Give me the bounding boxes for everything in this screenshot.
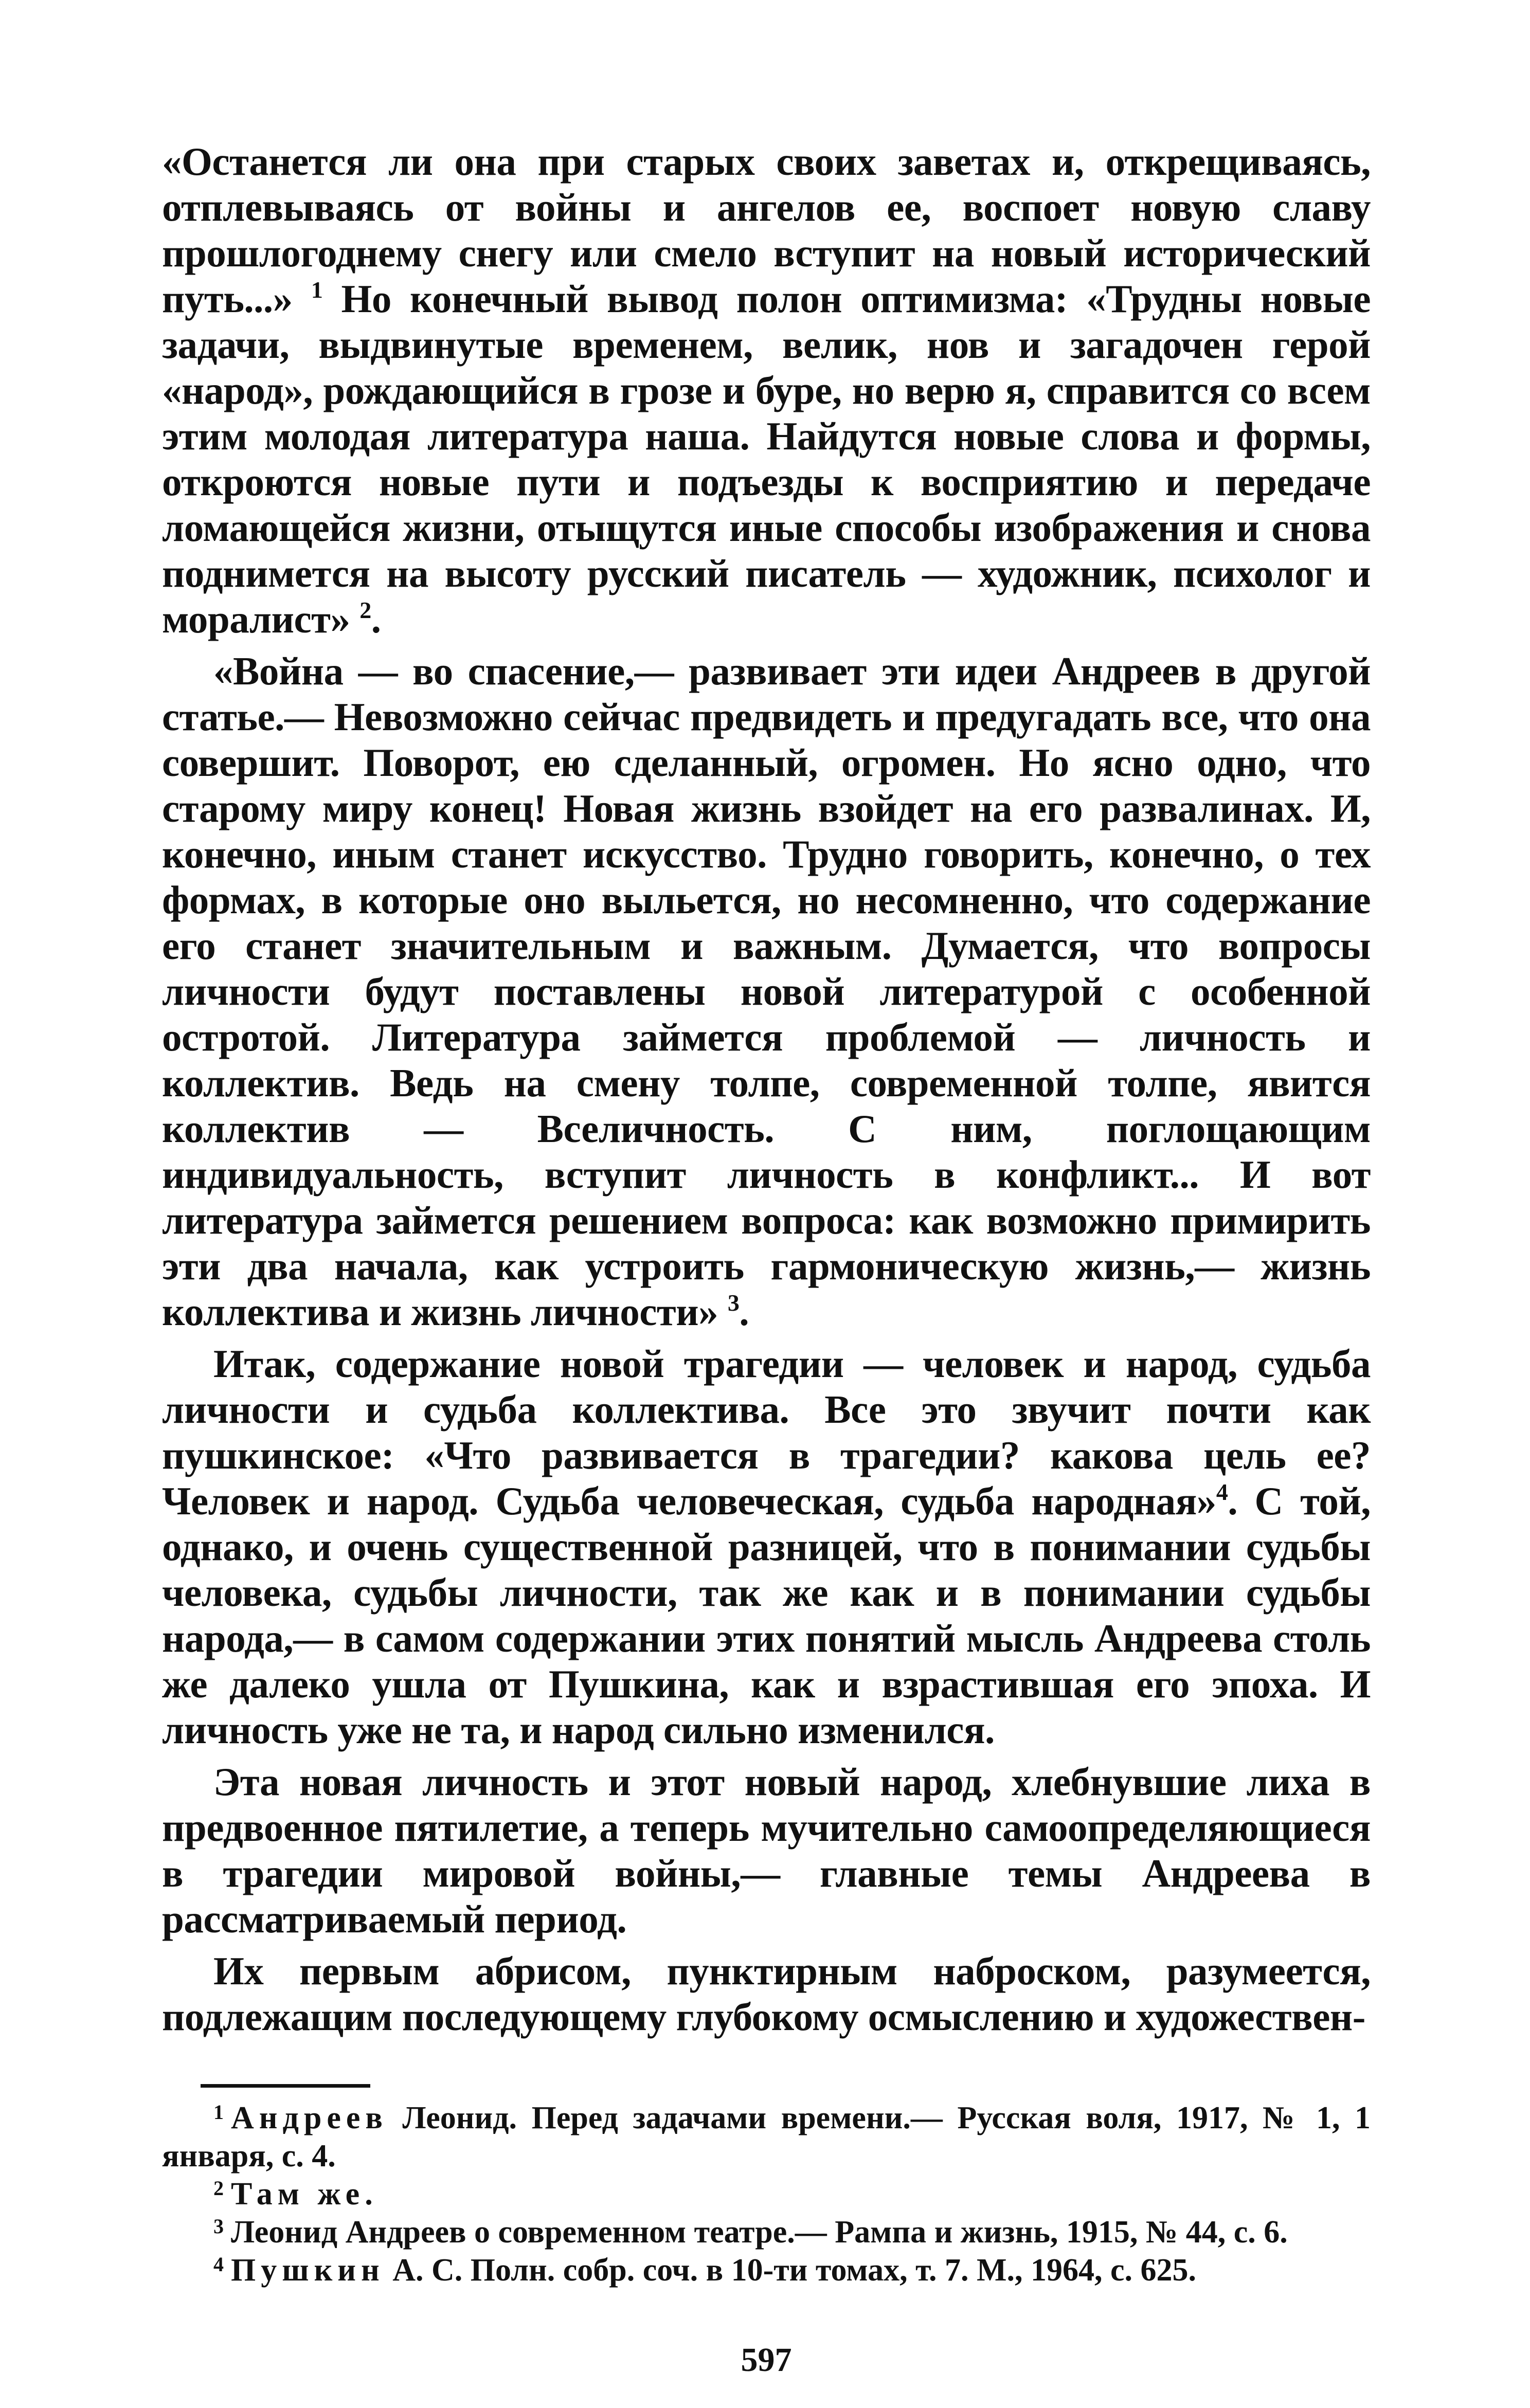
paragraph-4-text: Эта новая личность и этот новый народ, хлебнувшие лиха в предвоенное пятилетие, а теперь мучительно самоопределяющиеся в трагедии мировой войны,— главные темы Андреева в рассматриваемый период. bbox=[162, 1760, 1371, 1941]
footnote-1-number: 1 bbox=[213, 2101, 224, 2124]
paragraph-1b-text: Но конечный вывод полон оптимизма: «Трудны новые задачи, выдвинутые временем, велик, нов и загадочен герой «народ», рождающийся в грозе и буре, но верю я, справится со всем этим молодая литература наша. Найдутся новые слова и формы, откроются новые пути и подъезды к восприятию и передаче ломающейся жизни, отыщутся иные способы изображения и снова поднимется на высоту русский писатель — художник, психолог и моралист» bbox=[162, 277, 1371, 641]
paragraph-3-text: Итак, содержание новой трагедии — человек и народ, судьба личности и судьба коллектива. Все это звучит почти как пушкинское: «Что развивается в трагедии? какова цель ее? Человек и народ. Судьба человеческая, судьба народная» bbox=[162, 1342, 1371, 1523]
page-number: 597 bbox=[741, 2341, 792, 2379]
footnote-1-author: Андреев bbox=[231, 2101, 388, 2135]
footnote-3-text: Леонид Андреев о современном театре.— Рампа и жизнь, 1915, № 44, с. 6. bbox=[231, 2215, 1288, 2250]
footnote-2 bbox=[162, 2175, 1371, 2213]
footnote-ref-4[interactable]: 4 bbox=[1216, 1479, 1228, 1505]
footnote-ref-2[interactable]: 2 bbox=[359, 597, 371, 623]
footnote-1-text: Леонид. Перед задачами времени.— Русская воля, 1917, № 1, 1 января, с. 4. bbox=[162, 2101, 1371, 2174]
paragraph-5-text: Их первым абрисом, пунктирным наброском, разумеется, подлежащим последующему глубокому осмыслению и художествен- bbox=[162, 1949, 1371, 2039]
paragraph-3: Итак, содержание новой трагедии — человек и народ, судьба личности и судьба коллектива. Все это звучит почти как пушкинское: «Что развивается в трагедии? какова цель ее? Человек и народ. Судьба человеческая, судьба народная»$^4$. С той, однако, и очень существенной разницей, что в понимании судьбы человека, судьбы личности, так же как и в понимании судьбы народа,— в самом содержании этих понятий мысль Андреева столь же далеко ушла от Пушкина, как и взрастившая его эпоха. И личность уже не та, и народ сильно изменился. bbox=[162, 1342, 1371, 1752]
footnote-4-number: 4 bbox=[213, 2253, 224, 2276]
footnote-divider bbox=[201, 2084, 370, 2088]
paragraph-5 bbox=[162, 1948, 1371, 2040]
footnote-2-author: Там же. bbox=[231, 2177, 378, 2212]
footnote-2-number: 2 bbox=[213, 2177, 224, 2200]
footnote-ref-3[interactable]: 3 bbox=[727, 1290, 740, 1316]
footnote-1 bbox=[162, 2099, 1371, 2175]
book-page bbox=[162, 139, 1371, 2380]
footnote-3-number: 3 bbox=[213, 2215, 224, 2238]
footnote-4-author: Пушкин bbox=[231, 2253, 385, 2288]
paragraph-2: «Война — во спасение,— развивает эти идеи Андреев в другой статье.— Невозможно сейчас предвидеть и предугадать все, что она совершит. Поворот, ею сделанный, огромен. Но ясно одно, что старому миру конец! Новая жизнь взойдет на его развалинах. И, конечно, иным станет искусство. Трудно говорить, конечно, о тех формах, в которые оно выльется, но несомненно, что содержание его станет значительным и важным. Думается, что вопросы личности будут поставлены новой литературой с особенной остротой. Литература займется проблемой — личность и коллектив. Ведь на смену толпе, современной толпе, явится коллектив — Вселичность. С ним, поглощающим индивидуальность, вступит личность в конфликт... И вот литература займется решением вопроса: как возможно примирить эти два начала, как устроить гармоническую жизнь,— жизнь коллектива и жизнь личности» $^3$. bbox=[162, 649, 1371, 1334]
paragraph-1: «Останется ли она при старых своих заветах и, открещиваясь, отплевываясь от войны и ангелов ее, воспоет новую славу прошлогоднему снегу или смело вступит на новый исторический путь...» $^1$ Но конечный вывод полон оптимизма: «Трудны новые задачи, выдвинутые временем, велик, нов и загадочен герой «народ», рождающийся в грозе и буре, но верю я, справится со всем этим молодая литература наша. Найдутся новые слова и формы, откроются новые пути и подъезды к восприятию и передаче ломающейся жизни, отыщутся иные способы изображения и снова поднимется на высоту русский писатель — художник, психолог и моралист» $^2$. bbox=[162, 139, 1371, 641]
footnote-ref-1[interactable]: 1 bbox=[311, 277, 323, 303]
footnote-3 bbox=[162, 2213, 1371, 2251]
paragraph-2-text: «Война — во спасение,— развивает эти идеи Андреев в другой статье.— Невозможно сейчас предвидеть и предугадать все, что она совершит. Поворот, ею сделанный, огромен. Но ясно одно, что старому миру конец! Новая жизнь взойдет на его развалинах. И, конечно, иным станет искусство. Трудно говорить, конечно, о тех формах, в которые оно выльется, но несомненно, что содержание его станет значительным и важным. Думается, что вопросы личности будут поставлены новой литературой с особенной остротой. Литература займется проблемой — личность и коллектив. Ведь на смену толпе, современной толпе, явится коллектив — Вселичность. С ним, поглощающим индивидуальность, вступит личность в конфликт... И вот литература займется решением вопроса: как возможно примирить эти два начала, как устроить гармоническую жизнь,— жизнь коллектива и жизнь личности» bbox=[162, 649, 1371, 1334]
paragraph-4 bbox=[162, 1759, 1371, 1942]
footnote-4-text: А. С. Полн. собр. соч. в 10-ти томах, т. 7. М., 1964, с. 625. bbox=[384, 2253, 1196, 2288]
footnote-4 bbox=[162, 2251, 1371, 2289]
paragraph-1-text: «Останется ли она при старых своих заветах и, открещиваясь, отплевываясь от войны и ангелов ее, воспоет новую славу прошлогоднему снегу или смело вступит на новый исторический путь...» bbox=[162, 139, 1371, 321]
